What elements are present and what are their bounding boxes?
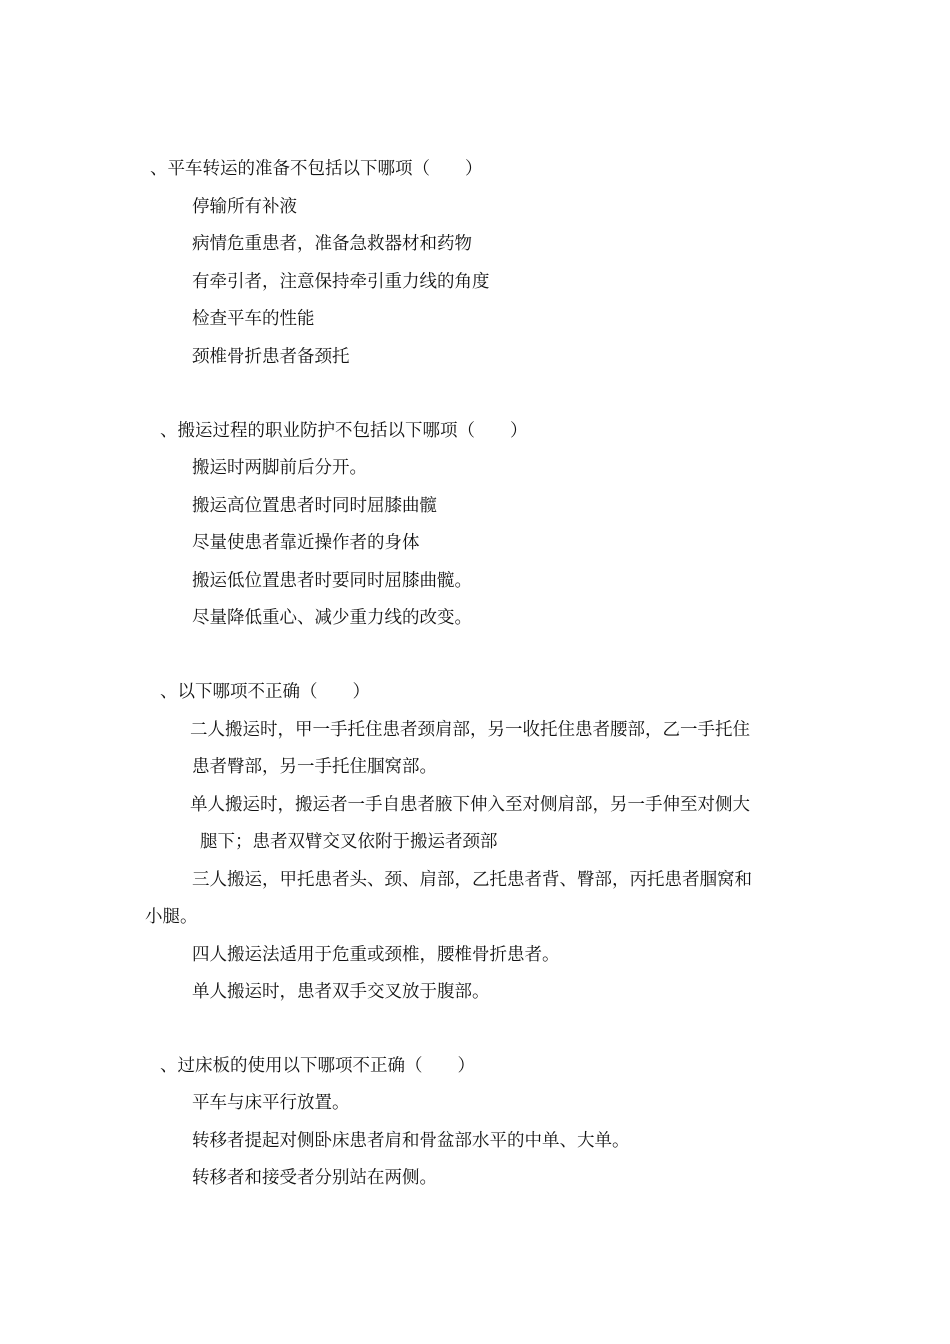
question-4-option-1: 平车与床平行放置。 (192, 1093, 350, 1113)
question-3-stem: 、以下哪项不正确（ ） (160, 682, 370, 702)
question-2-option-1: 搬运时两脚前后分开。 (192, 458, 367, 478)
question-2-stem: 、搬运过程的职业防护不包括以下哪项（ ） (160, 421, 528, 441)
question-3-option-1-line-2: 患者臀部，另一手托住腘窝部。 (192, 757, 437, 777)
question-1-option-4: 检查平车的性能 (192, 309, 315, 329)
question-3-option-2-line-2: 腿下；患者双臂交叉依附于搬运者颈部 (200, 832, 498, 852)
question-1-option-3: 有牵引者，注意保持牵引重力线的角度 (192, 272, 490, 292)
question-4-option-2: 转移者提起对侧卧床患者肩和骨盆部水平的中单、大单。 (192, 1131, 630, 1151)
question-3-option-5: 单人搬运时，患者双手交叉放于腹部。 (192, 982, 490, 1002)
question-2-option-4: 搬运低位置患者时要同时屈膝曲髋。 (192, 571, 472, 591)
question-1-option-1: 停输所有补液 (192, 197, 297, 217)
question-1-option-5: 颈椎骨折患者备颈托 (192, 347, 350, 367)
question-1-stem: 、平车转运的准备不包括以下哪项（ ） (150, 159, 483, 179)
question-2-option-5: 尽量降低重心、减少重力线的改变。 (192, 608, 472, 628)
question-4-stem: 、过床板的使用以下哪项不正确（ ） (160, 1056, 475, 1076)
question-2-option-2: 搬运高位置患者时同时屈膝曲髋 (192, 496, 437, 516)
question-3-option-4: 四人搬运法适用于危重或颈椎，腰椎骨折患者。 (192, 945, 560, 965)
question-3-option-1-line-1: 二人搬运时，甲一手托住患者颈肩部，另一收托住患者腰部，乙一手托住 (190, 720, 750, 740)
question-4-option-3: 转移者和接受者分别站在两侧。 (192, 1168, 437, 1188)
question-1-option-2: 病情危重患者，准备急救器材和药物 (192, 234, 472, 254)
question-3-option-2-line-1: 单人搬运时，搬运者一手自患者腋下伸入至对侧肩部，另一手伸至对侧大 (190, 795, 750, 815)
question-3-option-3-line-2: 小腿。 (145, 907, 198, 927)
question-3-option-3-line-1: 三人搬运，甲托患者头、颈、肩部，乙托患者背、臀部，丙托患者腘窝和 (192, 870, 752, 890)
question-2-option-3: 尽量使患者靠近操作者的身体 (192, 533, 420, 553)
